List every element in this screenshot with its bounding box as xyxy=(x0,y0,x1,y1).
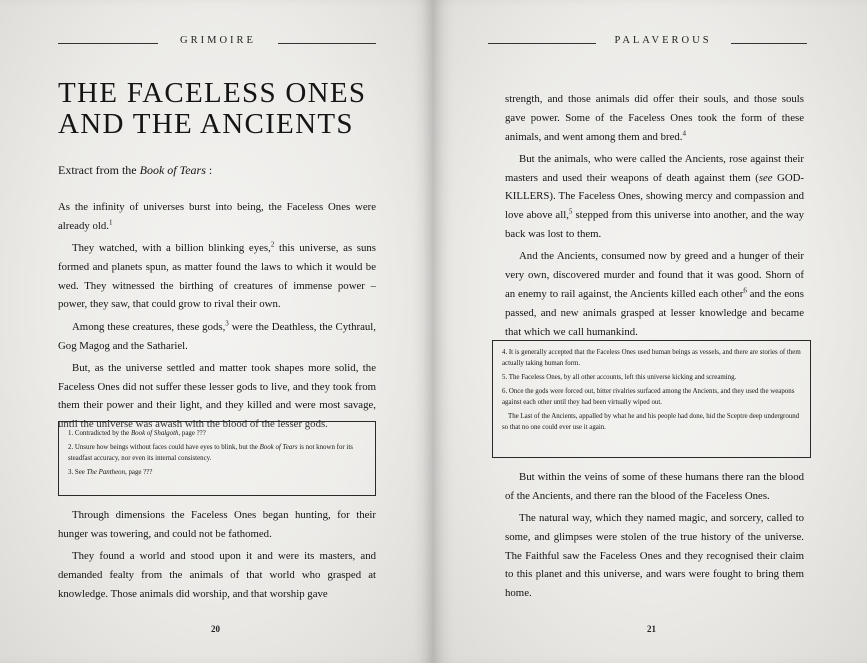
footnote-marker: 2 xyxy=(270,240,275,249)
footnote-marker: 3 xyxy=(225,319,229,328)
paragraph: But within the veins of some of these humans there ran the blood of the Ancients, and there ran the blood of the Faceless Ones. xyxy=(505,471,804,502)
left-footnote-box xyxy=(58,421,376,496)
right-footnote-box xyxy=(492,340,811,458)
extract-prefix: Extract from the xyxy=(58,163,140,177)
right-running-head-label: PALAVEROUS xyxy=(614,35,712,46)
paragraph-text: And the Ancients, consumed now by greed and a hunger of their very own, discovered murder and found that it was good. Shorn of an enemy to rail against, the Ancients killed each other xyxy=(505,250,804,300)
paragraph-text: this universe, as suns formed and planets spun, as matter found the laws to which it would be wed. They witnessed the birthing of creatures of immense power – power, they saw, that could grow to rival their own. xyxy=(58,242,377,311)
paragraph-text: were the Deathless, the Cythraul, Gog Magog and the Sathariel. xyxy=(58,320,376,352)
right-head-rule-right xyxy=(731,43,807,44)
chapter-title-line1: THE FACELESS ONES xyxy=(58,77,367,109)
footnote-marker: 1 xyxy=(108,218,113,227)
paragraph-text: But the animals, who were called the Ancients, rose against their masters and used their weapons of death against them ( xyxy=(505,152,804,184)
footnote-marker: 6 xyxy=(743,286,747,295)
footnote-marker: 5 xyxy=(568,207,573,216)
extract-suffix: : xyxy=(205,163,213,177)
paragraph: The natural way, which they named magic, and sorcery, called to some, and glimpses were stolen of the true history of the universe. The Faithful saw the Faceless Ones and they recognised their claim to this planet and this universe, and wars were fought to bring them home. xyxy=(505,512,804,600)
left-head-rule-left xyxy=(58,43,158,44)
paragraph: But, as the universe settled and matter took shapes more solid, the Faceless Ones did not suffer these lesser gods to live, and they took from them their power and their light, and they killed and were most savage, until the universe was awash with the blood of the lesser gods. xyxy=(58,361,376,431)
footnote-1 xyxy=(68,428,367,439)
paragraph xyxy=(58,318,376,356)
footnote-text: 2. Unsure how beings without faces could have eyes to blink, but the xyxy=(68,444,260,451)
paragraph xyxy=(505,247,804,341)
left-body-top xyxy=(58,198,376,434)
paragraph-text: They watched, with a billion blinking eyes, xyxy=(72,242,271,255)
paragraph xyxy=(505,90,804,146)
paragraph-text: and the eons passed, and new animals grasped at lesser knowledge and became that which we call humankind. xyxy=(505,287,804,338)
left-head-rule-right xyxy=(278,43,376,44)
paragraph: They found a world and stood upon it and were its masters, and demanded fealty from the animals of that world who grasped at knowledge. Those animals did worship, and that worship gave xyxy=(58,550,376,600)
footnote-4: 4. It is generally accepted that the Faceless Ones used human beings as vessels, and there are stories of them actually taking human form. xyxy=(502,349,801,367)
footnote-text: , page ??? xyxy=(125,469,153,476)
footnote-text: 3. See xyxy=(68,469,87,476)
right-body-bottom xyxy=(505,468,804,603)
page-number-right: 21 xyxy=(647,624,656,634)
footnote-book-title: Book of Shalgoth xyxy=(130,430,179,437)
paragraph: Through dimensions the Faceless Ones began hunting, for their hunger was towering, and could not be fathomed. xyxy=(58,509,376,540)
paragraph-text: Among these creatures, these gods, xyxy=(72,320,226,333)
left-page xyxy=(0,0,433,663)
footnote-3 xyxy=(68,467,367,478)
right-head-rule-left xyxy=(488,43,596,44)
footnote-marker: 4 xyxy=(682,129,687,137)
extract-book-title: Book of Tears xyxy=(139,163,206,177)
footnote-5: 5. The Faceless Ones, by all other accounts, left this universe kicking and screaming. xyxy=(502,374,737,381)
chapter-title xyxy=(58,78,388,140)
left-running-head-label: GRIMOIRE xyxy=(180,35,256,46)
footnote-6: 6. Once the gods were forced out, bitter rivalries surfaced among the Ancients, and they used the weapons against each other until they had been virtually wiped out. xyxy=(502,388,795,406)
extract-heading xyxy=(58,163,212,178)
paragraph-text: stepped from this universe into another, and the way back was lost to them. xyxy=(505,209,804,241)
cross-reference-see: see xyxy=(758,171,773,184)
paragraph-text: strength, and those animals did offer their souls, and those souls gave power. Some of the Faceless Ones took the form of these animals, and went among them and bred. xyxy=(505,93,804,143)
left-body-bottom xyxy=(58,506,376,603)
page-number-left: 20 xyxy=(211,624,220,634)
chapter-title-line2: AND THE ANCIENTS xyxy=(58,108,354,140)
paragraph xyxy=(505,150,804,244)
footnote-2 xyxy=(68,442,367,464)
footnote-text: is not known for its steadfast accuracy, nor even its internal consistency. xyxy=(68,444,353,462)
right-page xyxy=(433,0,867,663)
paragraph xyxy=(58,239,376,314)
footnote-6-continued: The Last of the Ancients, appalled by what he and his people had done, hid the Sceptre deep underground so that no one could ever use it again. xyxy=(502,413,800,431)
footnote-text: , page ??? xyxy=(178,430,206,437)
footnote-text: 1. Contradicted by the xyxy=(68,430,131,437)
paragraph-text: GOD-KILLERS). The Faceless Ones, showing mercy and compassion and love above all, xyxy=(505,171,805,222)
footnote-book-title: The Pantheon xyxy=(86,469,126,476)
footnote-book-title: Book of Tears xyxy=(259,444,298,451)
paragraph xyxy=(58,198,376,236)
right-running-head xyxy=(433,35,867,51)
right-body-top xyxy=(505,90,804,341)
left-running-head xyxy=(0,35,433,51)
paragraph-text: As the infinity of universes burst into being, the Faceless Ones were already old. xyxy=(58,201,376,232)
